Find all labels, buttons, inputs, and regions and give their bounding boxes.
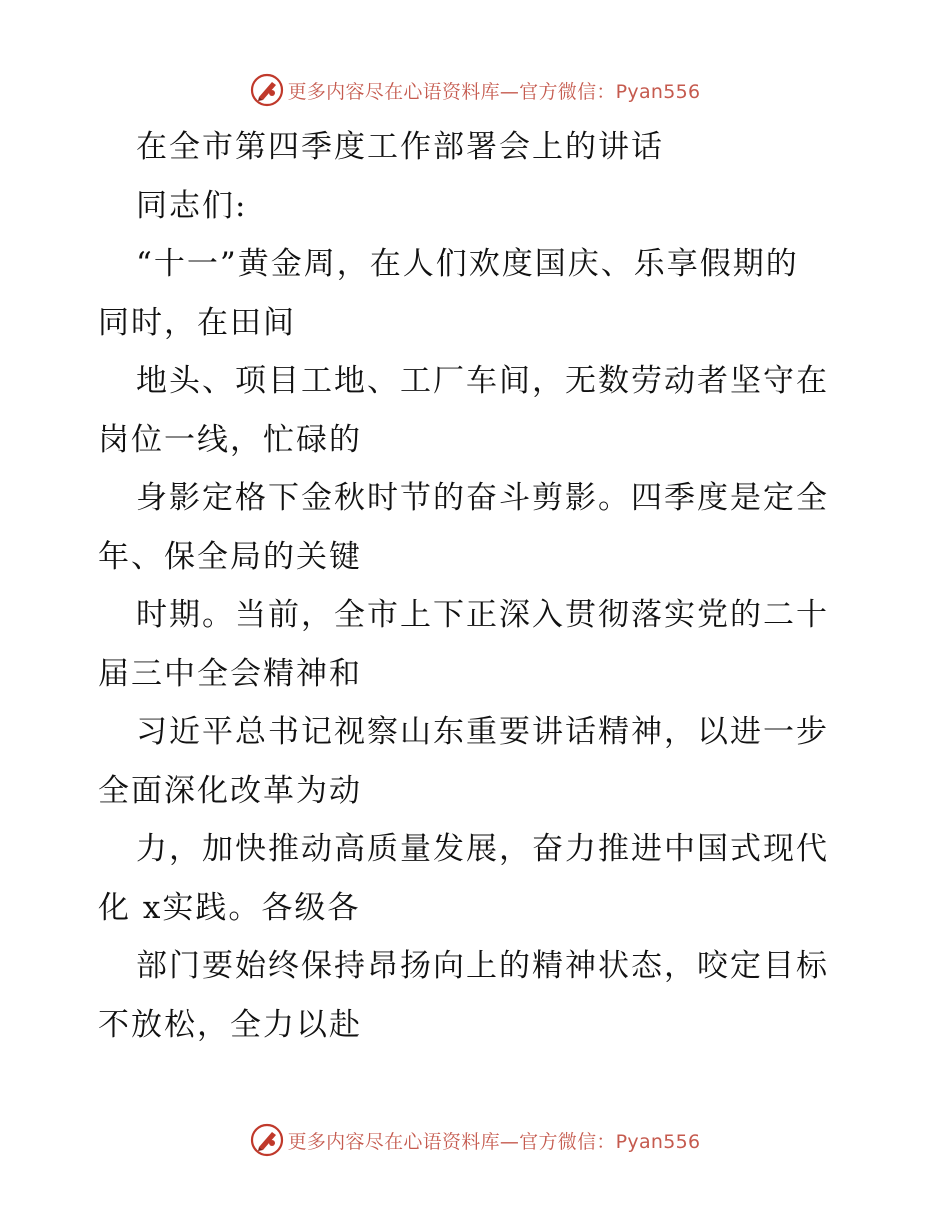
paragraph-line: 习近平总书记视察山东重要讲话精神，以进一步 xyxy=(136,714,829,750)
paragraph-line: 届三中全会精神和 xyxy=(98,655,362,692)
paragraph-line: 时期。当前，全市上下正深入贯彻落实党的二十 xyxy=(136,597,829,633)
paragraph-line: 不放松，全力以赴 xyxy=(98,1006,362,1043)
footer-banner xyxy=(0,1120,950,1160)
document-body xyxy=(98,118,858,1054)
paragraph-line: 同时，在田间 xyxy=(98,304,296,341)
paragraph-line: 岗位一线，忙碌的 xyxy=(98,421,362,458)
paragraph-line: 地头、项目工地、工厂车间，无数劳动者坚守在 xyxy=(136,363,829,399)
pen-logo-icon xyxy=(250,73,284,107)
paragraph-line: 全面深化改革为动 xyxy=(98,772,362,809)
header-banner xyxy=(0,70,950,110)
paragraph-line: 部门要始终保持昂扬向上的精神状态，咬定目标 xyxy=(136,948,829,984)
greeting: 同志们: xyxy=(136,187,248,224)
document-title: 在全市第四季度工作部署会上的讲话 xyxy=(136,129,664,165)
paragraph-line: 化 x实践。各级各 xyxy=(98,889,361,926)
paragraph-line: 年、保全局的关键 xyxy=(98,538,362,575)
paragraph-line: 力，加快推动高质量发展，奋力推进中国式现代 xyxy=(136,831,829,867)
pen-logo-icon xyxy=(250,1123,284,1157)
header-banner-text: 更多内容尽在心语资料库—官方微信：Pyan556 xyxy=(287,80,701,103)
paragraph-line: 身影定格下金秋时节的奋斗剪影。四季度是定全 xyxy=(136,480,829,516)
paragraph-line: “十一”黄金周，在人们欢度国庆、乐享假期的 xyxy=(136,246,799,282)
footer-banner-text: 更多内容尽在心语资料库—官方微信：Pyan556 xyxy=(287,1130,701,1153)
